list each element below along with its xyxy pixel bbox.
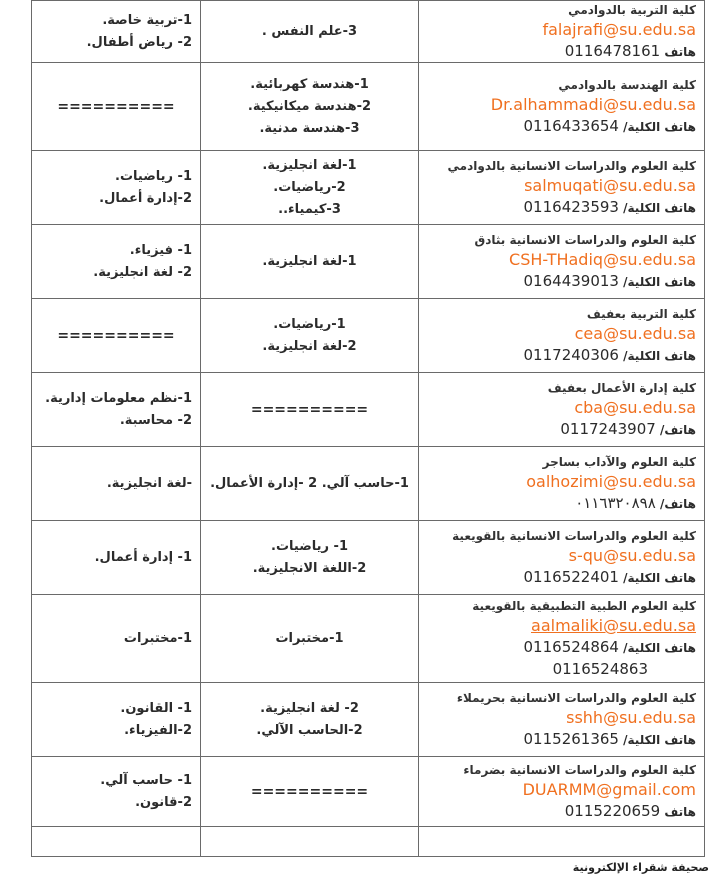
table-row [32,595,705,683]
col_b-line: 3-هندسة مدنية. [259,120,360,136]
col_b-cell [201,521,419,595]
college-email-link[interactable]: CSH-THadiq@su.edu.sa [509,250,696,269]
col_a-line: 1- فيزياء. [129,242,192,258]
college-phone [427,271,696,292]
phone-label: هاتف الكلية/ [623,275,696,289]
empty-marker: ========== [57,98,175,115]
col_b-cell [201,595,419,683]
college-name: كلية العلوم والدراسات الانسانية بثادق [474,233,696,247]
col_a-cell [32,683,201,757]
table-row [32,521,705,595]
phone-number: ٠١١٦٣٢٠٨٩٨ [575,494,656,512]
college-name: كلية العلوم والدراسات الانسانية بحريملاء [456,691,696,705]
table-row [32,447,705,521]
col_b-cell [201,1,419,63]
empty-cell [201,827,419,857]
college-phone [427,729,696,750]
phone-label: هاتف [664,805,696,819]
college-phone [427,116,696,137]
college-contact-cell [419,683,705,757]
newspaper-credit: صحيفة شقراء الإلكترونية [572,861,709,874]
college-contact-cell [419,521,705,595]
col_b-line: 1-هندسة كهربائية. [250,76,369,92]
col_a-line: 2-قانون. [135,794,192,810]
col_a-line: 1- حاسب آلي. [100,772,192,788]
college-email-link[interactable]: cba@su.edu.sa [574,398,696,417]
college-name: كلية العلوم الطبية التطبيقية بالقويعية [472,599,696,613]
phone-number: 0116524864 [523,638,619,656]
phone-label: هاتف الكلية/ [623,349,696,363]
col_a-cell [32,373,201,447]
college-phone [427,345,696,366]
college-name: كلية العلوم والدراسات الانسانية بالدوادمي [447,159,696,173]
colleges-table-body [32,1,705,857]
empty-table-row [32,827,705,857]
col_b-line: 2-الحاسب الآلي. [256,722,363,738]
college-phone [427,801,696,822]
col_b-line: 2- لغة انجليزية. [260,700,359,716]
college-contact-cell [419,447,705,521]
phone-label: هاتف/ [659,423,696,437]
empty-marker: ========== [57,327,175,344]
phone-number: 0117240306 [523,346,619,364]
college-name: كلية إدارة الأعمال بعفيف [547,381,696,395]
college-email-link[interactable]: s-qu@su.edu.sa [568,546,696,565]
col_a-cell [32,225,201,299]
col_b-line: 2-لغة انجليزية. [262,338,357,354]
col_a-cell [32,1,201,63]
col_b-line: 3-علم النفس . [261,23,358,39]
college-email-link[interactable]: DUARMM@gmail.com [522,780,696,799]
col_a-cell [32,595,201,683]
col_b-cell [201,151,419,225]
college-email-link[interactable]: cea@su.edu.sa [574,324,696,343]
table-row [32,1,705,63]
college-phone [427,419,696,440]
college-name: كلية العلوم والدراسات الانسانية بالقويعية [452,529,696,543]
table-row [32,151,705,225]
col_a-cell [32,757,201,827]
col_b-line: 3-كيمياء.. [278,201,341,217]
col_a-line: 1-مختبرات [123,630,192,646]
empty-cell [32,827,201,857]
col_a-line: 1-نظم معلومات إدارية. [45,390,192,406]
col_b-line: 2-رياضيات. [273,179,346,195]
table-row [32,373,705,447]
col_b-line: 2-اللغة الانجليزية. [252,560,367,576]
col_a-line: 2- رياض أطفال. [86,34,192,50]
college-contact-cell [419,595,705,683]
col_a-line: 2-الفيزياء. [124,722,192,738]
col_b-line: 2-هندسة ميكانيكية. [247,98,372,114]
college-email-link[interactable]: oalhozimi@su.edu.sa [526,472,696,491]
empty-cell [419,827,705,857]
col_a-cell [32,299,201,373]
college-phone [427,493,696,514]
college-phone [427,197,696,218]
col_b-cell [201,225,419,299]
col_b-cell [201,447,419,521]
phone-number: 0117243907 [560,420,656,438]
col_a-line: 2- لغة انجليزية. [93,264,192,280]
phone-label: هاتف الكلية/ [623,120,696,134]
phone-number: 0164439013 [523,272,619,290]
college-contact-cell [419,63,705,151]
empty-marker: ========== [250,401,369,418]
phone-label: هاتف [664,45,696,59]
col_a-line: 1- إدارة أعمال. [94,549,192,565]
col_a-cell [32,521,201,595]
phone-label: هاتف الكلية/ [623,641,696,655]
col_b-line: 1- رياضيات. [271,538,348,554]
col_a-cell [32,63,201,151]
phone-number: 0115220659 [564,802,661,820]
table-row [32,225,705,299]
col_b-line: 1-حاسب آلي. 2 -إدارة الأعمال. [210,475,409,491]
phone-number: 0116478161 [564,42,661,60]
college-email-link[interactable]: salmuqati@su.edu.sa [524,176,696,195]
college-contact-cell [419,151,705,225]
college-name: كلية العلوم والآداب بساجر [542,455,696,469]
colleges-table [31,0,705,857]
phone-number: 0116522401 [523,568,619,586]
phone-label: هاتف الكلية/ [623,201,696,215]
phone-number-extra: 0116524863 [552,660,648,678]
col_b-cell [201,757,419,827]
col_a-cell [32,151,201,225]
phone-label: هاتف الكلية/ [623,571,696,585]
college-email-link[interactable]: falajrafi@su.edu.sa [542,20,696,39]
college-email-link[interactable]: aalmaliki@su.edu.sa [531,616,696,635]
table-row [32,757,705,827]
col_a-line: 2- محاسبة. [119,412,192,428]
college-contact-cell [419,757,705,827]
empty-marker: ========== [250,783,369,800]
phone-number: 0116423593 [523,198,619,216]
college-phone [427,567,696,588]
college-email-link[interactable]: Dr.alhammadi@su.edu.sa [490,95,696,114]
col_b-line: 1-لغة انجليزية. [262,253,357,269]
phone-number: 0115261365 [523,730,619,748]
table-row [32,683,705,757]
college-name: كلية التربية بعفيف [586,307,696,321]
col_b-line: 1-مختبرات [275,630,344,646]
college-name: كلية العلوم والدراسات الانسانية بضرماء [463,763,696,777]
college-phone [427,41,696,62]
college-contact-cell [419,1,705,63]
phone-number: 0116433654 [523,117,619,135]
col_b-cell [201,683,419,757]
phone-label: هاتف/ [659,497,696,511]
college-contact-cell [419,225,705,299]
col_a-line: 1-تربية خاصة. [102,12,192,28]
table-row [32,299,705,373]
col_b-line: 1-رياضيات. [273,316,346,332]
phone-label: هاتف الكلية/ [623,733,696,747]
col_a-line: 2-إدارة أعمال. [99,190,192,206]
college-contact-cell [419,299,705,373]
col_b-cell [201,299,419,373]
college-contact-cell [419,373,705,447]
col_a-line: -لغة انجليزية. [106,475,192,491]
college-email-link[interactable]: sshh@su.edu.sa [566,708,696,727]
col_b-line: 1-لغة انجليزية. [262,157,357,173]
col_a-line: 1- رياضيات. [115,168,192,184]
college-name: كلية الهندسة بالدوادمي [558,78,696,92]
col_a-cell [32,447,201,521]
col_b-cell [201,373,419,447]
col_b-cell [201,63,419,151]
college-name: كلية التربية بالدوادمي [568,3,696,17]
college-phone [427,637,696,658]
table-row [32,63,705,151]
col_a-line: 1- القانون. [120,700,192,716]
